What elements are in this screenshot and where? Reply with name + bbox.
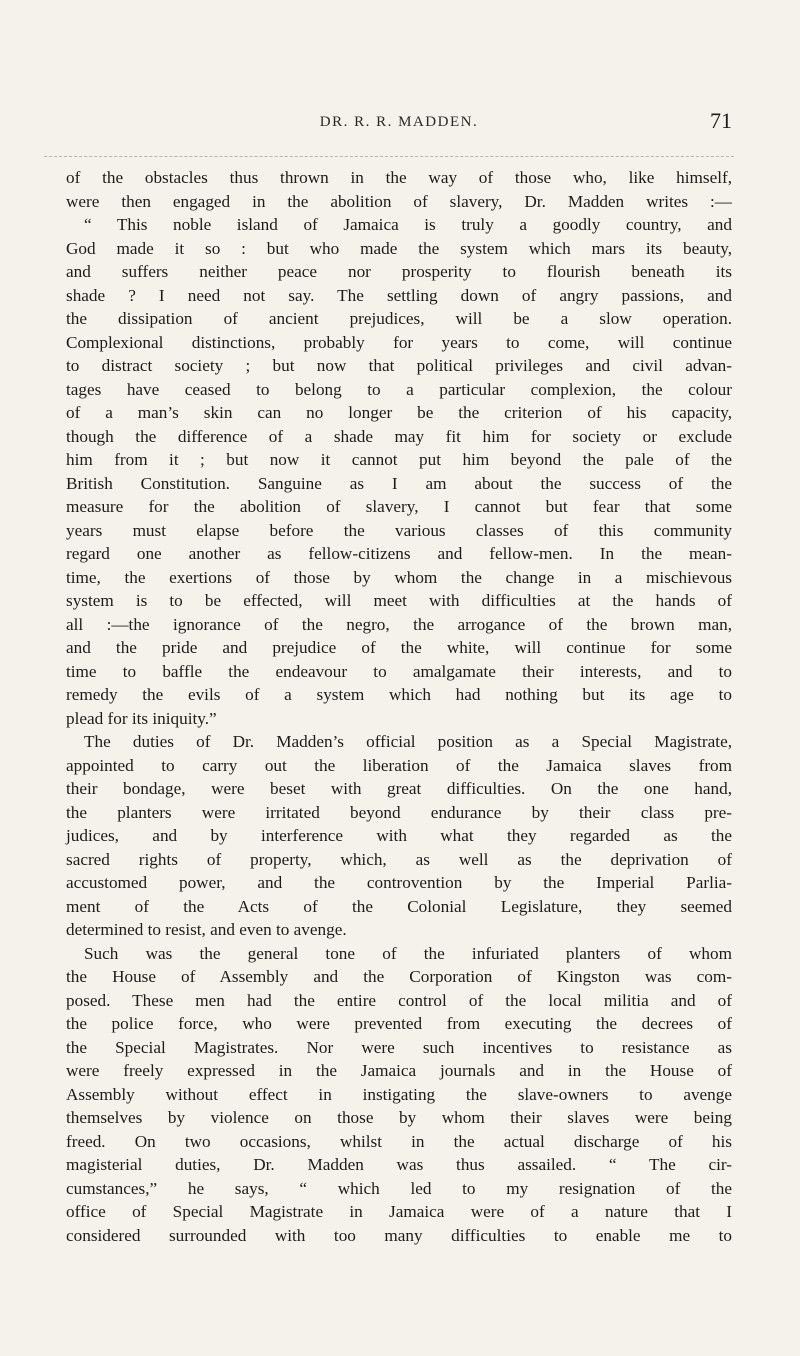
text-line: The duties of Dr. Madden’s official position as a Special Magistrate,	[84, 732, 732, 751]
text-line: regard one another as fellow-citizens and fellow-men. In the mean-	[66, 544, 732, 563]
text-line: Such was the general tone of the infuriated planters of whom	[84, 943, 732, 963]
text-line: years must elapse before the various classes of this community	[66, 520, 732, 540]
text-line: though the difference of a shade may fit him for society or exclude	[66, 426, 732, 446]
text-line: were then engaged in the abolition of slavery, Dr. Madden writes :—	[66, 191, 732, 211]
text-line: judices, and by interference with what they regarded as the	[66, 826, 732, 845]
text-line: all :—the ignorance of the negro, the arrogance of the brown man,	[66, 614, 732, 634]
body-text	[66, 166, 732, 1247]
page-header	[66, 108, 732, 138]
text-line: the planters were irritated beyond endurance by their class pre-	[66, 802, 732, 822]
text-line: British Constitution. Sanguine as I am about the success of the	[66, 473, 732, 493]
text-line: him from it ; but now it cannot put him beyond the pale of the	[66, 450, 732, 469]
text-line: to distract society ; but now that political privileges and civil advan-	[66, 356, 732, 375]
text-line: of the obstacles thus thrown in the way of those who, like himself,	[66, 168, 732, 187]
text-line: time to baffle the endeavour to amalgamate their interests, and to	[66, 661, 732, 681]
text-line: ment of the Acts of the Colonial Legislature, they seemed	[66, 896, 732, 916]
text-line: and suffers neither peace nor prosperity to flourish beneath its	[66, 262, 732, 281]
text-line: plead for its iniquity.”	[66, 708, 217, 728]
text-line: freed. On two occasions, whilst in the actual discharge of his	[66, 1131, 732, 1151]
text-line: Complexional distinctions, probably for years to come, will continue	[66, 332, 732, 352]
text-line: accustomed power, and the controvention by the Imperial Parlia-	[66, 873, 732, 892]
text-line: “ This noble island of Jamaica is truly a goodly country, and	[84, 215, 732, 234]
text-line: magisterial duties, Dr. Madden was thus assailed. “ The cir-	[66, 1155, 732, 1174]
text-line: appointed to carry out the liberation of the Jamaica slaves from	[66, 755, 732, 775]
text-line: office of Special Magistrate in Jamaica were of a nature that I	[66, 1202, 732, 1221]
text-line: posed. These men had the entire control of the local militia and of	[66, 990, 732, 1010]
text-line: the police force, who were prevented from executing the decrees of	[66, 1014, 732, 1033]
text-line: time, the exertions of those by whom the change in a mischievous	[66, 567, 732, 587]
text-line: shade ? I need not say. The settling down of angry passions, and	[66, 285, 732, 305]
text-line: cumstances,” he says, “ which led to my resignation of the	[66, 1178, 732, 1198]
text-line: the dissipation of ancient prejudices, will be a slow operation.	[66, 309, 732, 328]
text-line: considered surrounded with too many difficulties to enable me to	[66, 1225, 732, 1245]
text-line: Assembly without effect in instigating the slave-owners to avenge	[66, 1084, 732, 1104]
running-head: DR. R. R. MADDEN.	[319, 114, 479, 130]
text-line: God made it so : but who made the system which mars its beauty,	[66, 238, 732, 258]
text-line: remedy the evils of a system which had nothing but its age to	[66, 685, 732, 704]
text-line: themselves by violence on those by whom their slaves were being	[66, 1108, 732, 1127]
text-line: and the pride and prejudice of the white, will continue for some	[66, 638, 732, 657]
text-line: sacred rights of property, which, as well as the deprivation of	[66, 849, 732, 869]
page-number: 71	[710, 108, 732, 133]
text-line: system is to be effected, will meet with difficulties at the hands of	[66, 591, 732, 610]
text-line: determined to resist, and even to avenge.	[66, 920, 347, 939]
text-line: measure for the abolition of slavery, I cannot but fear that some	[66, 497, 732, 516]
text-line: were freely expressed in the Jamaica journals and in the House of	[66, 1061, 732, 1080]
text-line: tages have ceased to belong to a particular complexion, the colour	[66, 379, 732, 399]
text-line: the Special Magistrates. Nor were such incentives to resistance as	[66, 1037, 732, 1057]
header-rule	[44, 156, 734, 157]
text-line: the House of Assembly and the Corporation of Kingston was com-	[66, 967, 732, 986]
text-line: their bondage, were beset with great difficulties. On the one hand,	[66, 779, 732, 798]
text-line: of a man’s skin can no longer be the criterion of his capacity,	[66, 403, 732, 422]
